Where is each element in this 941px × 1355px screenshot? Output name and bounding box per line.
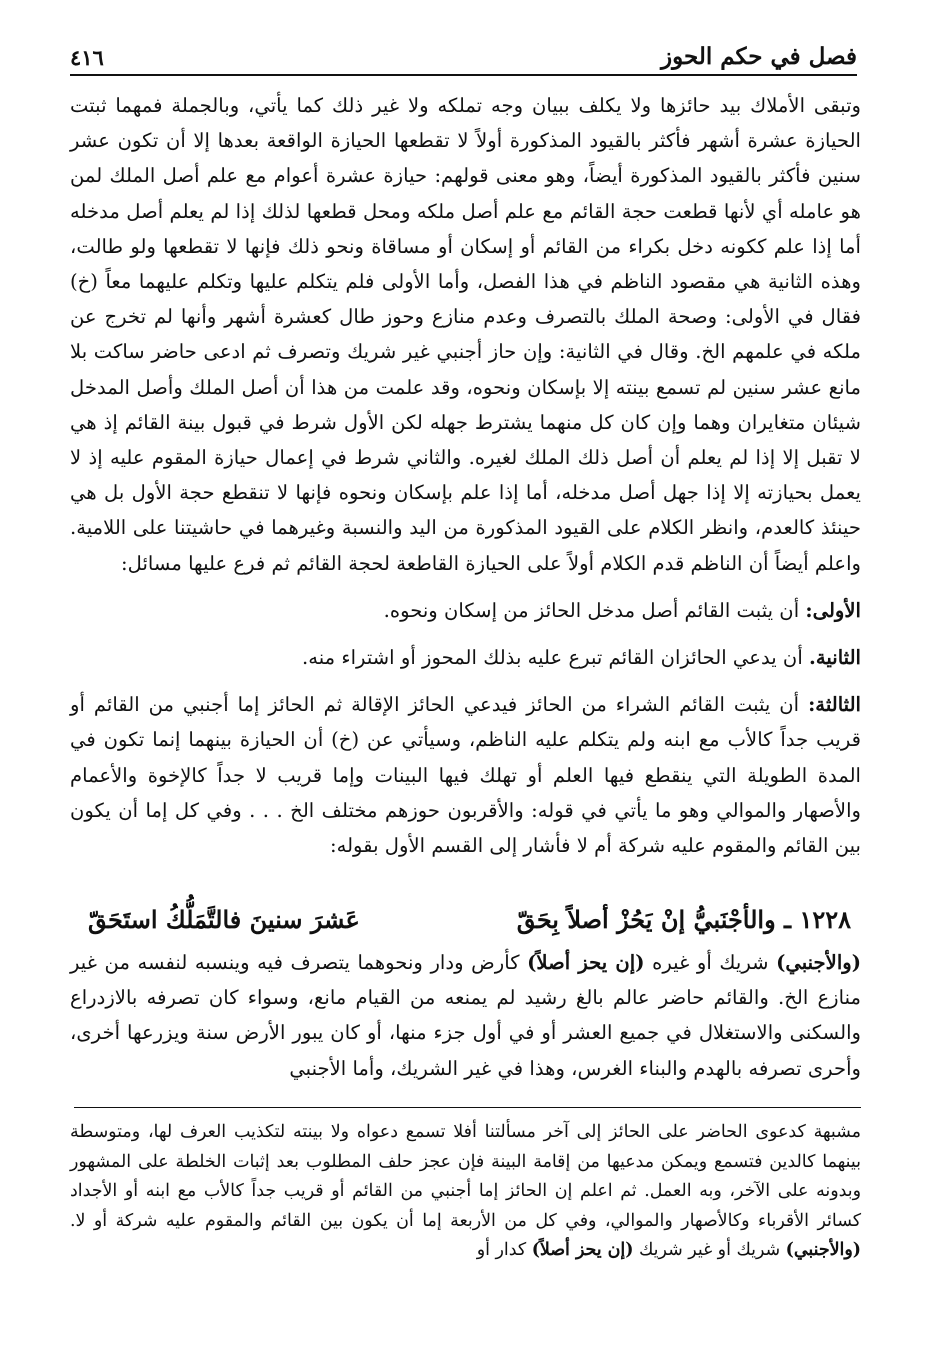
commentary-seg1: شريك أو غيره xyxy=(644,951,777,974)
issue-second xyxy=(70,640,861,675)
footnote-text: مشبهة كدعوى الحاضر على الحائز إلى آخر مسألتنا أفلا تسمع دعواه ولا بينته لتكذيب العرف لها، ومتوسطة بينهما كالدين فتسمع ويمكن مدعيها من إقامة البينة فإن عجز حلف المطلوب بعد إثبات الخلطة على المشهور وبدونه على الآخر، وبه العمل. ثم اعلم إن الحائز إما أجنبي من القائم أو قريب جداً كالأب مع ابنه أو الأجداد كسائر الأقرباء وكالأصهار والموالي، وفي كل من الأربعة إما أن يكون بين القائم والمقوم عليه شركة أو لا. xyxy=(70,1122,861,1231)
main-text xyxy=(70,88,861,863)
issue-third xyxy=(70,687,861,863)
verse-hemistich-2: عَشرَ سنينَ فالتَّمَلُّكُ استَحَقّ xyxy=(88,905,360,934)
footnote-divider xyxy=(74,1107,861,1108)
issue-label: الثالثة: xyxy=(808,693,861,717)
paragraph-1: وتبقى الأملاك بيد حائزها ولا يكلف ببيان وجه تملكه ولا غير ذلك كما يأتي، وبالجملة فمهما ثبتت الحيازة عشرة أشهر فأكثر بالقيود المذكورة أولاً لا تقطعها الحيازة الواقعة بعدها إلا أن تكون عشر سنين فأكثر بالقيود المذكورة أيضاً، وهو معنى قولهم: حيازة عشرة أعوام مع علم أصل الملك لمن هو عامله أي لأنها قطعت حجة القائم مع علم أصل ملكه ومحل قطعها لذلك إذا لم يعلم أصل مدخله أما إذا علم ككونه دخل بكراء من القائم أو إسكان أو مساقاة ونحو ذلك فإنها لا تقطعها ولو طالت، وهذه الثانية هي مقصود الناظم في هذا الفصل، وأما الأولى فلم يتكلم عليها وتكلم عليهما معاً (خ) فقال في الأولى: وصحة الملك بالتصرف وعدم منازع وحوز طال كعشرة أشهر وأنها لم تخرج عن ملكه في علمهم الخ. وقال في الثانية: وإن حاز أجنبي غير شريك وتصرف ثم ادعى حاضر ساكت بلا مانع عشر سنين لم تسمع بينته إلا بإسكان ونحوه، وقد علمت من هذا أن أصل الملك وأصل المدخل شيئان متغايران وهما وإن كان كل منهما يشترط جهله لكن الأول شرط في قبول بينة القائم إذ هي لا تقبل إلا إذا لم يعلم أن أصل ذلك الملك لغيره. والثاني شرط في إعمال حيازة المقوم عليه إذ لا يعمل بحيازته إلا إذا جهل أصل مدخله، أما إذا علم بإسكان ونحوه فإنها لا تنقطع حجة الأول بل هي حينئذ كالعدم، وانظر الكلام على القيود المذكورة من اليد والنسبة وغيرهما في حاشيتنا على اللامية. واعلم أيضاً أن الناظم قدم الكلام أولاً على الحيازة القاطعة لحجة القائم ثم فرع عليها مسائل: xyxy=(70,94,862,575)
footnote-tail: كدار أو xyxy=(476,1240,532,1261)
commentary-paragraph xyxy=(70,945,861,1086)
issue-text: أن يثبت القائم الشراء من الحائز فيدعي الحائز الإقالة ثم الحائز إما أجنبي من القائم أو قريب جداً كالأب مع ابنه ولم يتكلم عليه الناظم، وسيأتي عن (خ) أن الحيازة بينهما إنما تكون في المدة الطويلة التي ينقطع فيها العلم أو تهلك فيها البينات وإما قريب لا جداً كالإخوة والأعمام والأصهار والموالي وهو ما يأتي في قوله: والأقربون حوزهم مختلف الخ . . . وفي كل إما أن يكون بين القائم والمقوم عليه شركة أم لا فأشار إلى القسم الأول بقوله: xyxy=(70,693,861,858)
poem-verse xyxy=(88,905,851,934)
issue-text: أن يدعي الحائزان القائم تبرع عليه بذلك المحوز أو اشتراء منه. xyxy=(302,646,803,670)
footnote-bold-2: (إن يحز أصلاً) xyxy=(531,1240,634,1261)
footnote-paragraph xyxy=(70,1118,861,1266)
verse-hemistich-1: والأجْنَبيُّ إنْ يَحُزْ أصلاً بِحَقّ xyxy=(516,905,776,934)
issue-text: أن يثبت القائم أصل مدخل الحائز من إسكان ونحوه. xyxy=(383,598,800,622)
footnote xyxy=(70,1118,861,1266)
chapter-title: فصل في حكم الحوز xyxy=(660,43,857,70)
verse-number: ١٢٢٨ ـ xyxy=(784,905,851,934)
issue-label: الثانية. xyxy=(809,646,861,670)
footnote-mid: شريك أو غير شريك xyxy=(633,1240,786,1261)
commentary-text xyxy=(70,945,861,1086)
page-number: ٤١٦ xyxy=(70,45,104,70)
commentary-lead: (والأجنبي) xyxy=(776,951,862,974)
verse-first-half xyxy=(517,905,851,934)
issue-first xyxy=(70,593,861,628)
commentary-quote: (إن يحز أصلاً) xyxy=(527,951,645,974)
footnote-bold-1: (والأجنبي) xyxy=(785,1240,861,1261)
page-header xyxy=(70,30,857,76)
issue-label: الأولى: xyxy=(805,598,861,622)
commentary-seg2: كأرض ودار ونحوهما يتصرف فيه وينسبه لنفسه من غير منازع الخ. والقائم حاضر عالم بالغ رشيد لم يمنعه من القيام مانع، وسواء كان تصرفه بالازدراع والسكنى والاستغلال في جميع العشر أو في أول جزء منها، أو كان يبور الأرض سنة ويزرعها أخرى، وأحرى تصرفه بالهدم والبناء الغرس، وهذا في غير الشريك، وأما الأجنبي xyxy=(70,951,861,1080)
